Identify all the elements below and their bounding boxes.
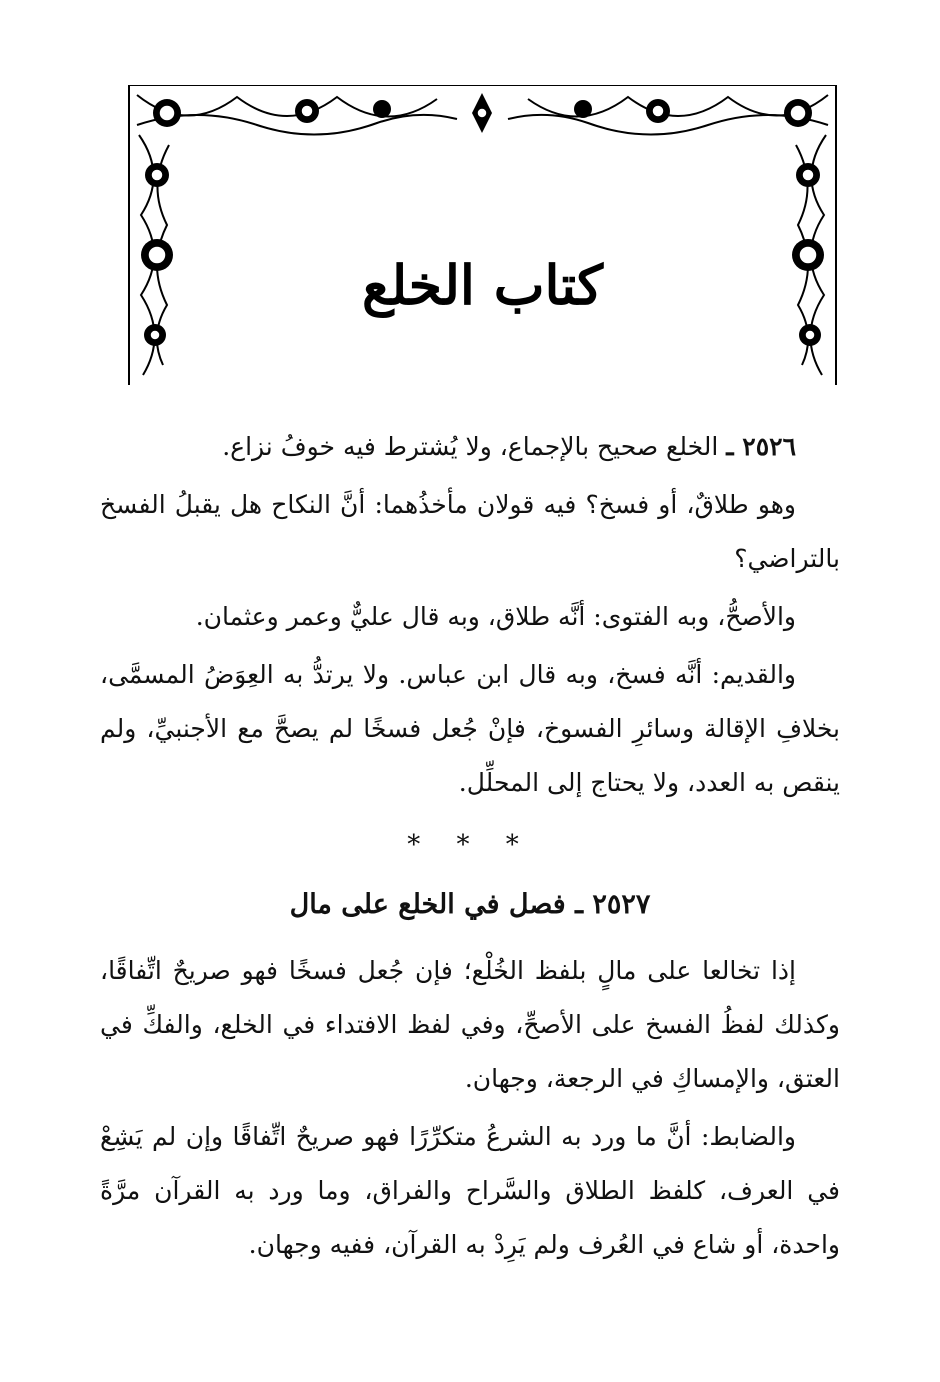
paragraph: والقديم: أنَّه فسخ، وبه قال ابن عباس. ولا يرتدُّ به العِوَضُ المسمَّى، بخلافِ الإقالة وسائرِ الفسوخ، فإنْ جُعل فسخًا لم يصحَّ مع الأجنبيِّ، ولم ينقص به العدد، ولا يحتاج إلى المحلِّل.	[100, 660, 840, 797]
section-number: ٢٥٢٧ ـ	[575, 889, 651, 920]
book-title: كتاب الخلع	[361, 253, 604, 317]
main-text	[100, 420, 840, 1276]
entry-number: ٢٥٢٦ ـ	[726, 432, 796, 461]
asterisk-separator: * * *	[407, 830, 533, 860]
section-title: فصل في الخلع على مال	[289, 889, 566, 920]
section-heading	[100, 878, 840, 932]
paragraph: وهو طلاقٌ، أو فسخ؟ فيه قولان مأخذُهما: أنَّ النكاح هل يقبلُ الفسخ بالتراضي؟	[100, 490, 840, 573]
paragraph: والضابط: أنَّ ما ورد به الشرعُ متكرِّرًا فهو صريحٌ اتِّفاقًا وإن لم يَشِعْ في العرف، كلفظ الطلاق والسَّراح والفراق، وما ورد به القرآن مرَّةً واحدة، أو شاع في العُرف ولم يَرِدْ به القرآن، ففيه وجهان.	[100, 1122, 840, 1259]
ornamental-header-frame	[127, 85, 838, 385]
entry-2526	[100, 420, 840, 474]
entry-text: الخلع صحيح بالإجماع، ولا يُشترط فيه خوفُ نزاع.	[222, 432, 719, 461]
arabesque-border-ornament	[127, 85, 838, 385]
paragraph: إذا تخالعا على مالٍ بلفظ الخُلْع؛ فإن جُعل فسخًا فهو صريحٌ اتِّفاقًا، وكذلك لفظُ الفسخ على الأصحِّ، وفي لفظ الافتداء في الخلع، والفكِّ في العتق، والإمساكِ في الرجعة، وجهان.	[100, 956, 840, 1093]
paragraph: والأصحُّ، وبه الفتوى: أنَّه طلاق، وبه قال عليٌّ وعمر وعثمان.	[195, 602, 796, 631]
